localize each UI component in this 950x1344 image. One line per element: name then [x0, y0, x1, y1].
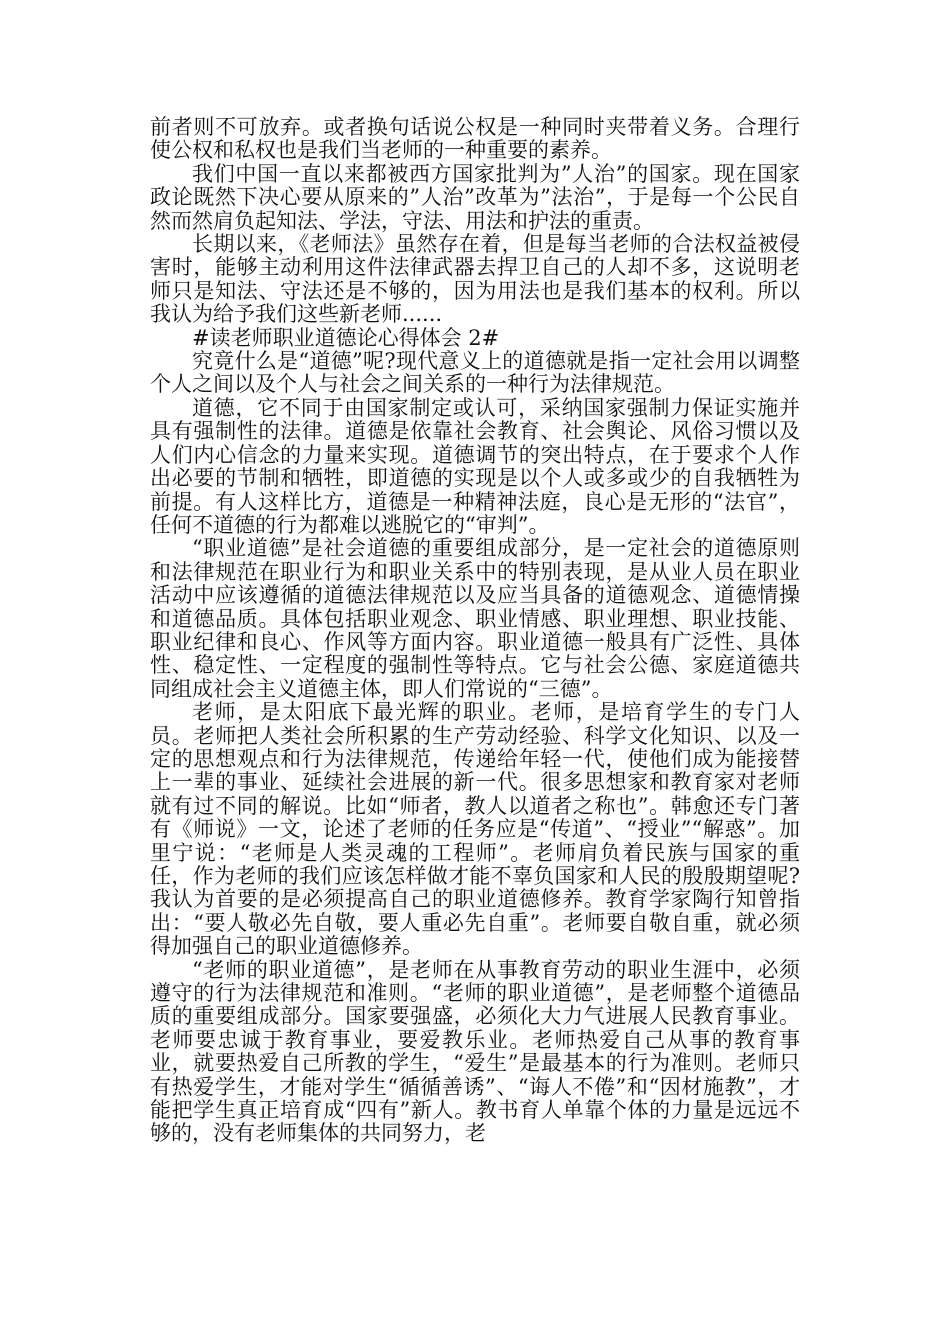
paragraph-rule-of-law: 我们中国一直以来都被西方国家批判为”人治”的国家。现在国家政论既然下决心要从原来的”人治”改革为”法治”，于是每一个公民自然而然肩负起知法、学法，守法、用法和护法的重责。	[150, 161, 800, 233]
paragraph-professional-ethics: “职业道德”是社会道德的重要组成部分，是一定社会的道德原则和法律规范在职业行为和职业关系中的特别表现，是从业人员在职业活动中应该遵循的道德法律规范以及应当具备的道德观念、道德情操和道德品质。具体包括职业观念、职业情感、职业理想、职业技能、职业纪律和良心、作风等方面内容。职业道德一般具有广泛性、具体性、稳定性、一定程度的强制性等特点。它与社会公德、家庭道德共同组成社会主义道德主体，即人们常说的“三德”。	[150, 536, 800, 701]
paragraph-teacher-profession: 老师，是太阳底下最光辉的职业。老师，是培育学生的专门人员。老师把人类社会所积累的生产劳动经验、科学文化知识、以及一定的思想观点和行为法律规范，传递给年轻一代，使他们成为能接替上一辈的事业、延续社会进展的新一代。很多思想家和教育家对老师就有过不同的解说。比如“师者，教人以道者之称也”。韩愈还专门著有《师说》一文，论述了老师的任务应是“传道”、“授业”“解惑”。加里宁说：“老师是人类灵魂的工程师”。老师肩负着民族与国家的重任，作为老师的我们应该怎样做才能不辜负国家和人民的殷殷期望呢?我认为首要的是必须提高自己的职业道德修养。教育学家陶行知曾指出：“要人敬必先自敬，要人重必先自重”。老师要自敬自重，就必须得加强自己的职业道德修养。	[150, 700, 800, 959]
paragraph-teacher-law: 长期以来，《老师法》虽然存在着，但是每当老师的合法权益被侵害时，能够主动利用这件法律武器去捍卫自己的人却不多，这说明老师只是知法、守法还是不够的，因为用法也是我们基本的权利。所以我认为给予我们这些新老师......	[150, 232, 800, 327]
section-heading: #读老师职业道德论心得体会 2#	[192, 325, 500, 350]
paragraph-morality-vs-law: 道德，它不同于由国家制定或认可，采纳国家强制力保证实施并具有强制性的法律。道德是依靠社会教育、社会舆论、风俗习惯以及人们内心信念的力量来实现。道德调节的突出特点，在于要求个人作出必要的节制和牺牲，即道德的实现是以个人或多或少的自我牺牲为前提。有人这样比方，道德是一种精神法庭，良心是无形的“法官”，任何不道德的行为都难以逃脱它的“审判”。	[150, 395, 800, 537]
paragraph-what-is-morality: 究竟什么是“道德”呢?现代意义上的道德就是指一定社会用以调整个人之间以及个人与社会之间关系的一种行为法律规范。	[150, 349, 800, 397]
paragraph-teacher-ethics: “老师的职业道德”，是老师在从事教育劳动的职业生涯中，必须遵守的行为法律规范和准则。“老师的职业道德”，是老师整个道德品质的重要组成部分。国家要强盛，必须化大力气进展人民教育事业。老师要忠诚于教育事业，要爱教乐业。老师热爱自己从事的教育事业，就要热爱自己所教的学生，“爱生”是最基本的行为准则。老师只有热爱学生，才能对学生“循循善诱”、“诲人不倦”和“因材施教”，才能把学生真正培育成“四有”新人。教书育人单靠个体的力量是远远不够的，没有老师集体的共同努力，老	[150, 957, 800, 1146]
document-page	[150, 116, 800, 1146]
paragraph-continuation: 前者则不可放弃。或者换句话说公权是一种同时夹带着义务。合理行使公权和私权也是我们当老师的一种重要的素养。	[150, 115, 800, 163]
